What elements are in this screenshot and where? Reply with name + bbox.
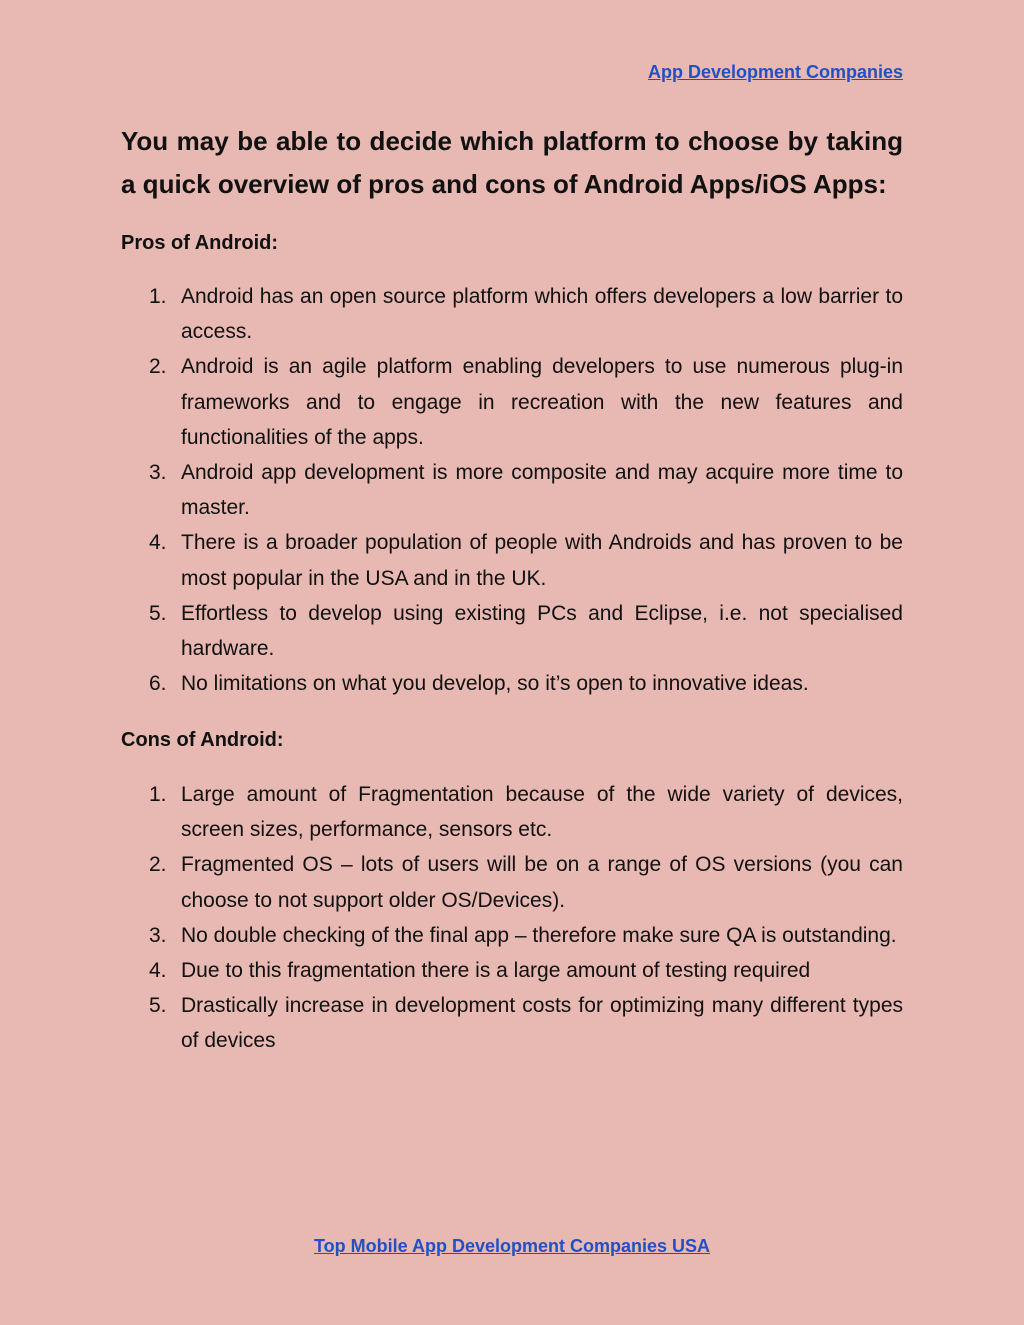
list-item	[121, 988, 903, 1058]
page-headline: You may be able to decide which platform to choose by taking a quick overview of pros and cons of Android Apps/iOS Apps:	[121, 126, 903, 199]
top-mobile-app-development-companies-link[interactable]: Top Mobile App Development Companies USA	[313, 1236, 711, 1256]
list-item-text: Android is an agile platform enabling developers to use numerous plug-in frameworks and to engage in recreation with the new features and functionalities of the apps.	[181, 355, 903, 449]
app-development-companies-link[interactable]: App Development Companies	[647, 62, 903, 82]
list-item-text: Android app development is more composite and may acquire more time to master.	[181, 461, 903, 520]
pros-heading: Pros of Android:	[121, 232, 279, 254]
list-item-text: No limitations on what you develop, so it’s open to innovative ideas.	[181, 672, 809, 696]
cons-list	[121, 777, 903, 1059]
pros-list	[121, 279, 903, 701]
list-item-text: There is a broader population of people with Androids and has proven to be most popular in the USA and in the UK.	[181, 531, 903, 590]
list-item-text: No double checking of the final app – therefore make sure QA is outstanding.	[181, 923, 897, 947]
list-item-number: 2.	[149, 355, 167, 379]
list-item	[121, 455, 903, 525]
list-item-text: Drastically increase in development costs for optimizing many different types of devices	[181, 994, 903, 1053]
list-item-number: 4.	[149, 959, 167, 983]
list-item	[121, 279, 903, 349]
list-item-text: Effortless to develop using existing PCs and Eclipse, i.e. not specialised hardware.	[181, 601, 903, 661]
list-item	[121, 953, 903, 988]
list-item	[121, 349, 903, 455]
list-item-text: Large amount of Fragmentation because of the wide variety of devices, screen sizes, performance, sensors etc.	[181, 783, 903, 842]
list-item-number: 3.	[149, 923, 167, 947]
list-item	[121, 596, 903, 666]
list-item-text: Due to this fragmentation there is a large amount of testing required	[181, 959, 811, 983]
list-item	[121, 666, 903, 701]
list-item-number: 6.	[149, 672, 167, 696]
list-item-number: 4.	[149, 531, 167, 555]
list-item	[121, 918, 903, 953]
list-item-number: 5.	[149, 994, 167, 1018]
list-item	[121, 847, 903, 917]
list-item-number: 5.	[149, 601, 167, 625]
list-item-number: 1.	[149, 783, 167, 806]
list-item-number: 1.	[149, 285, 167, 308]
list-item	[121, 777, 903, 847]
list-item-text: Android has an open source platform which offers developers a low barrier to access.	[181, 285, 903, 344]
cons-heading: Cons of Android:	[121, 729, 284, 751]
list-item	[121, 525, 903, 595]
list-item-text: Fragmented OS – lots of users will be on a range of OS versions (you can choose to not support older OS/Devices).	[181, 853, 903, 912]
list-item-number: 3.	[149, 461, 167, 485]
list-item-number: 2.	[149, 853, 167, 877]
